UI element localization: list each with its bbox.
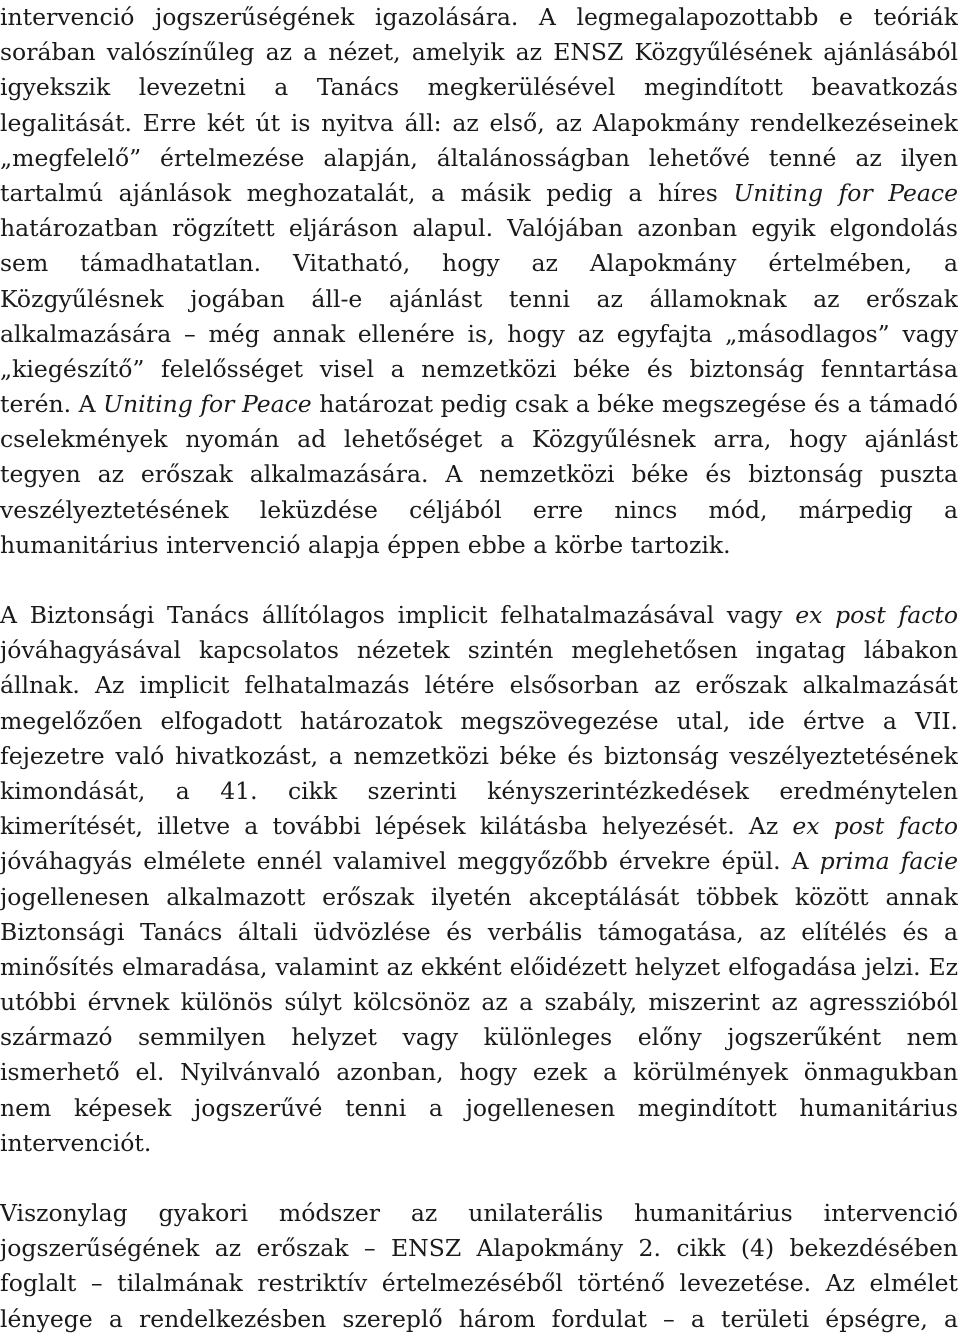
text-run: határozat pedig csak a béke megszegése és a támadó: [311, 390, 958, 419]
italic-text-run: ex post facto: [792, 812, 958, 841]
text-line: [0, 246, 958, 281]
text-line: [0, 844, 958, 879]
text-run: veszélyeztetésének leküzdése céljából erre nincs mód, márpedig a: [0, 495, 958, 524]
text-run: származó semmilyen helyzet vagy különleges előny jogszerűként nem: [0, 1023, 958, 1052]
text-line: [0, 211, 958, 246]
text-line: [0, 387, 958, 422]
text-run: minősítés elmaradása, valamint az ekként előidézett helyzet elfogadása jelzi. Ez: [0, 952, 958, 981]
italic-text-run: ex post facto: [795, 601, 958, 629]
text-run: megelőzően elfogadott határozatok megszövegezése utal, ide értve a VII.: [0, 706, 958, 735]
text-line: [0, 317, 958, 352]
text-run: sem támadhatatlan. Vitatható, hogy az Alapokmány értelmében, a: [0, 249, 958, 278]
text-run: tegyen az erőszak alkalmazására. A nemzetközi béke és biztonság puszta: [0, 460, 958, 489]
text-run: igyekszik levezetni a Tanács megkerülésével megindított beavatkozás: [0, 73, 958, 102]
text-line: [0, 704, 958, 739]
text-line: [0, 35, 958, 70]
text-line: [0, 598, 958, 633]
text-run: terén. A: [0, 390, 104, 419]
text-run: Közgyűlésnek jogában áll-e ajánlást tenni az államoknak az erőszak: [0, 284, 958, 313]
text-run: humanitárius intervenció alapja éppen ebbe a körbe tartozik.: [0, 530, 731, 559]
text-line: [0, 528, 958, 563]
text-run: tartalmú ajánlások meghozatalát, a másik pedig a híres: [0, 178, 734, 207]
text-line: [0, 1231, 958, 1266]
text-line: [0, 457, 958, 492]
text-run: nem képesek jogszerűvé tenni a jogellenesen megindított humanitárius: [0, 1093, 958, 1122]
paragraph-gap: [0, 563, 958, 598]
text-run: fejezetre való hivatkozást, a nemzetközi béke és biztonság veszélyeztetésének: [0, 741, 958, 770]
text-run: „megfelelő” értelmezése alapján, általánosságban lehetővé tenné az ilyen: [0, 143, 958, 172]
text-line: [0, 70, 958, 105]
italic-text-run: prima facie: [819, 847, 958, 876]
text-line: [0, 1196, 958, 1231]
text-line: [0, 1302, 958, 1337]
text-line: [0, 1266, 958, 1301]
text-line: [0, 422, 958, 457]
italic-text-run: Uniting for Peace: [733, 178, 958, 207]
text-line: [0, 950, 958, 985]
text-run: alkalmazására – még annak ellenére is, hogy az egyfajta „másodlagos” vagy: [0, 319, 958, 348]
text-line: [0, 141, 958, 176]
text-run: állnak. Az implicit felhatalmazás létére elsősorban az erőszak alkalmazását: [0, 671, 958, 700]
paragraph-gap: [0, 1161, 958, 1196]
paragraph-1: [0, 0, 958, 563]
text-line: [0, 739, 958, 774]
text-line: [0, 352, 958, 387]
text-line: [0, 774, 958, 809]
text-run: kimerítését, illetve a további lépések kilátásba helyezését. Az: [0, 812, 793, 841]
text-run: jogellenesen alkalmazott erőszak ilyetén akceptálását többek között annak: [0, 882, 958, 911]
italic-text-run: Uniting for Peace: [103, 390, 312, 419]
text-run: határozatban rögzített eljáráson alapul. Valójában azonban egyik elgondolás: [0, 214, 958, 243]
text-run: cselekmények nyomán ad lehetőséget a Közgyűlésnek arra, hogy ajánlást: [0, 425, 958, 454]
text-run: jóváhagyásával kapcsolatos nézetek szintén meglehetősen ingatag lábakon: [0, 636, 958, 665]
text-run: intervenció jogszerűségének igazolására. A legmegalapozottabb e teóriák: [0, 3, 958, 31]
text-line: [0, 809, 958, 844]
text-line: [0, 282, 958, 317]
text-line: [0, 0, 958, 35]
text-line: [0, 493, 958, 528]
paragraph-3: [0, 1196, 958, 1337]
text-run: „kiegészítő” felelősséget visel a nemzetközi béke és biztonság fenntartása: [0, 354, 958, 383]
text-run: intervenciót.: [0, 1128, 152, 1157]
text-line: [0, 668, 958, 703]
text-run: sorában valószínűleg az a nézet, amelyik az ENSZ Közgyűlésének ajánlásából: [0, 38, 958, 67]
text-line: [0, 880, 958, 915]
text-line: [0, 633, 958, 668]
text-run: ismerhető el. Nyilvánvaló azonban, hogy ezek a körülmények önmagukban: [0, 1058, 958, 1087]
paragraph-2: [0, 598, 958, 1161]
text-run: Biztonsági Tanács általi üdvözlése és verbális támogatása, az elítélés és a: [0, 917, 958, 946]
text-line: [0, 1126, 958, 1161]
text-run: lényege a rendelkezésben szereplő három fordulat – a területi épségre, a: [0, 1304, 958, 1333]
text-run: A Biztonsági Tanács állítólagos implicit felhatalmazásával vagy: [0, 601, 796, 629]
text-run: utóbbi érvnek különös súlyt kölcsönöz az a szabály, miszerint az agresszióból: [0, 988, 958, 1017]
text-line: [0, 106, 958, 141]
text-run: jogszerűségének az erőszak – ENSZ Alapokmány 2. cikk (4) bekezdésében: [0, 1234, 958, 1263]
text-line: [0, 985, 958, 1020]
text-run: foglalt – tilalmának restriktív értelmezéséből történő levezetése. Az elmélet: [0, 1269, 958, 1298]
text-line: [0, 915, 958, 950]
text-line: [0, 1091, 958, 1126]
text-run: kimondását, a 41. cikk szerinti kényszerintézkedések eredménytelen: [0, 776, 958, 805]
text-run: Viszonylag gyakori módszer az unilaterális humanitárius intervenció: [0, 1199, 958, 1227]
text-run: legalitását. Erre két út is nyitva áll: az első, az Alapokmány rendelkezéseinek: [0, 108, 958, 137]
text-line: [0, 1055, 958, 1090]
text-run: jóváhagyás elmélete ennél valamivel meggyőzőbb érvekre épül. A: [0, 847, 820, 876]
text-line: [0, 176, 958, 211]
text-line: [0, 1020, 958, 1055]
